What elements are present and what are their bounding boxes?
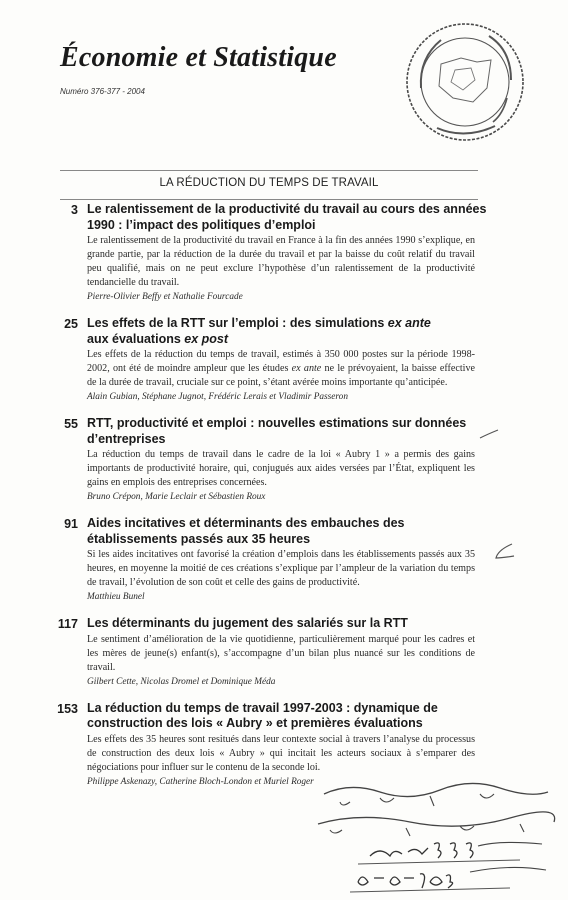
- entry-abstract: Les effets des 35 heures sont resitués dans leur contexte social à travers l’analyse du processus de construction des deux lois « Aubry » qui incitait les acteurs sociaux à s’emparer des négociations pour influer sur le contenu de la seconde loi.: [87, 733, 475, 773]
- entry-abstract: Le ralentissement de la productivité du travail en France à la fin des années 1990 s’explique, en grande partie, par la réduction de la durée du travail et par la baisse du coût relatif du travail peu qualifié, mais on ne peut exclure l’hypothèse d’un ralentissement de la productivité tendancielle du travail.: [87, 235, 475, 288]
- entry-title: Les déterminants du jugement des salariés sur la RTT: [87, 616, 408, 630]
- entry-authors: Pierre-Olivier Beffy et Nathalie Fourcade: [87, 292, 243, 302]
- entry-page-number: 55: [64, 417, 78, 431]
- entry-authors: Bruno Crépon, Marie Leclair et Sébastien Roux: [87, 492, 266, 502]
- issue-number: Numéro 376-377 - 2004: [60, 87, 145, 96]
- margin-tick-mark: [478, 428, 500, 440]
- entry-title: Le ralentissement de la productivité du travail au cours des années 1990 : l’impact des politiques d’emploi: [87, 202, 487, 232]
- entry-authors: Matthieu Bunel: [87, 592, 145, 602]
- entry-page-number: 25: [64, 317, 78, 331]
- toc-entry: [0, 516, 568, 603]
- entry-title: RTT, productivité et emploi : nouvelles estimations sur données d’entreprises: [87, 416, 467, 446]
- toc-entry: [0, 202, 568, 303]
- entry-page-number: 3: [71, 203, 78, 217]
- entry-abstract: Le sentiment d’amélioration de la vie quotidienne, particulièrement marqué pour les cadres et les mères de jeune(s) enfant(s), s’accompagne d’un bilan plus nuancé sur les conditions de travail.: [87, 633, 475, 673]
- entry-page-number: 153: [57, 701, 78, 716]
- section-rule-top: [60, 170, 478, 171]
- library-stamp: [401, 18, 529, 146]
- journal-title: Économie et Statistique: [60, 42, 337, 73]
- entry-title: Aides incitatives et déterminants des embauches des établissements passés aux 35 heures: [87, 516, 405, 546]
- entry-authors: Philippe Askenazy, Catherine Bloch-London et Muriel Roger: [87, 776, 314, 787]
- section-title: LA RÉDUCTION DU TEMPS DE TRAVAIL: [159, 177, 379, 189]
- entry-authors: Alain Gubian, Stéphane Jugnot, Frédéric Lerais et Vladimir Passeron: [87, 392, 348, 402]
- section-rule-bottom: [60, 199, 478, 200]
- margin-check-mark: [492, 540, 516, 564]
- handwritten-registration-note: [310, 772, 560, 898]
- entry-authors: Gilbert Cette, Nicolas Dromel et Dominique Méda: [87, 676, 276, 687]
- entry-page-number: 91: [64, 517, 78, 531]
- toc-entry: [0, 316, 568, 403]
- entry-abstract: La réduction du temps de travail dans le cadre de la loi « Aubry 1 » a permis des gains importants de productivité horaire, qui, conjugués aux aides versées par l’État, expliquent les gains en emplois des entreprises concernées.: [87, 449, 475, 488]
- toc-entry: [0, 616, 568, 688]
- entry-abstract: Si les aides incitatives ont favorisé la création d’emplois dans les établissements passés aux 35 heures, en moyenne la moitié de ces créations s’explique par l’ampleur de la variation du temps de travail, l’évolution de son coût et celle des gains de productivité.: [87, 549, 475, 588]
- entry-page-number: 117: [57, 617, 78, 631]
- entry-abstract: Les effets de la réduction du temps de travail, estimés à 350 000 postes sur la période 1998-2002, ont été de moindre ampleur que les études ex ante ne le prévoyaient, la baisse effective de la durée de travail, cruciale sur ce point, s’étant avérée moins importante qu’anticipée.: [87, 349, 475, 388]
- entry-title: La réduction du temps de travail 1997-2003 : dynamique de construction des lois « Aubry » et premières évaluations: [87, 700, 438, 730]
- table-of-contents: [0, 202, 568, 801]
- entry-title: Les effets de la RTT sur l’emploi : des simulations ex ante aux évaluations ex post: [87, 316, 431, 346]
